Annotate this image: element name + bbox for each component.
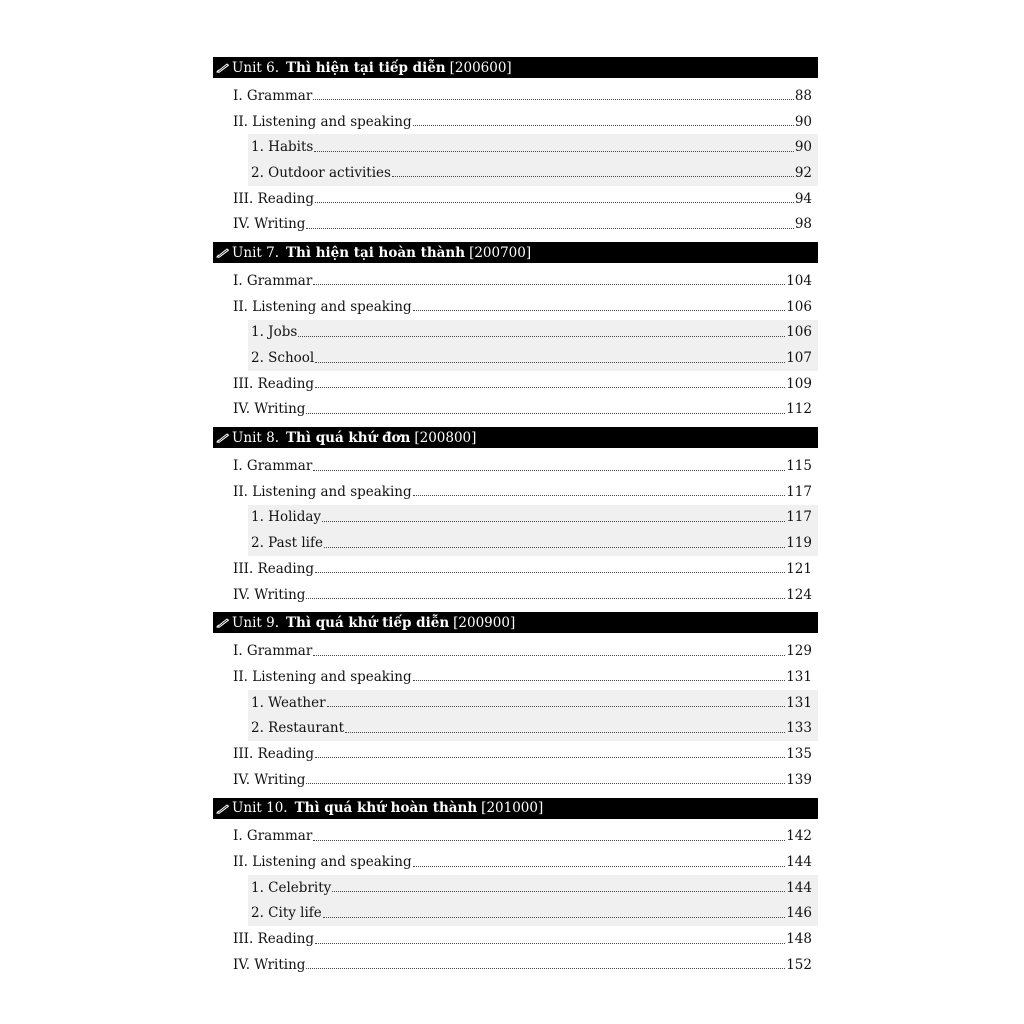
section-label: IV. Writing	[233, 956, 306, 973]
section-label: I. Grammar	[233, 272, 313, 289]
dot-leader	[315, 202, 794, 203]
table-of-contents	[213, 57, 818, 983]
toc-section-row	[213, 926, 818, 952]
section-label: 1. Holiday	[251, 509, 322, 526]
page-number: 119	[786, 535, 812, 552]
dot-leader	[313, 284, 785, 285]
unit-label: Unit 8.	[232, 429, 279, 446]
pen-nib-icon	[213, 247, 232, 258]
page-number: 112	[786, 401, 812, 418]
dot-leader	[315, 362, 785, 363]
dot-leader	[315, 572, 785, 573]
section-label: I. Grammar	[233, 458, 313, 475]
page-number: 90	[794, 113, 812, 130]
dot-leader	[306, 598, 785, 599]
unit-block	[213, 57, 818, 237]
dot-leader	[306, 968, 785, 969]
dot-leader	[306, 228, 793, 229]
section-label: IV. Writing	[233, 216, 306, 233]
page-number: 144	[786, 854, 812, 871]
section-label: IV. Writing	[233, 771, 306, 788]
pen-nib-icon	[213, 617, 232, 628]
unit-header	[213, 612, 818, 633]
section-label: 1. Habits	[251, 139, 314, 156]
section-label: 1. Weather	[251, 694, 326, 711]
unit-code: [201000]	[481, 800, 544, 816]
page-number: 144	[786, 879, 812, 896]
unit-header	[213, 242, 818, 263]
section-label: II. Listening and speaking	[233, 113, 412, 130]
dot-leader	[306, 413, 785, 414]
pen-nib-icon	[213, 62, 232, 73]
toc-subsection-row	[248, 530, 818, 556]
page-number: 148	[786, 931, 812, 948]
page-number: 88	[794, 87, 812, 104]
dot-leader	[315, 943, 785, 944]
section-label: III. Reading	[233, 931, 315, 948]
unit-title: Thì hiện tại tiếp diễn	[286, 59, 446, 76]
section-label: III. Reading	[233, 745, 315, 762]
unit-block	[213, 798, 818, 978]
page-number: 135	[786, 745, 812, 762]
page-number: 152	[786, 956, 812, 973]
unit-title: Thì quá khứ tiếp diễn	[286, 614, 450, 631]
dot-leader	[327, 706, 786, 707]
page-number: 133	[786, 720, 812, 737]
section-label: 2. City life	[251, 905, 322, 922]
dot-leader	[313, 655, 785, 656]
toc-section-row	[213, 294, 818, 320]
toc-section-row	[213, 824, 818, 850]
section-label: I. Grammar	[233, 643, 313, 660]
toc-section-row	[213, 453, 818, 479]
toc-subsection-row	[248, 901, 818, 927]
toc-section-row	[213, 211, 818, 237]
section-label: 2. Past life	[251, 535, 323, 552]
unit-title: Thì quá khứ đơn	[286, 429, 411, 446]
toc-section-row	[213, 83, 818, 109]
toc-subsection-row	[248, 320, 818, 346]
toc-section-row	[213, 479, 818, 505]
toc-section-row	[213, 664, 818, 690]
section-label: IV. Writing	[233, 586, 306, 603]
page-number: 94	[794, 190, 812, 207]
page-number: 109	[786, 375, 812, 392]
section-label: II. Listening and speaking	[233, 854, 412, 871]
section-label: III. Reading	[233, 190, 315, 207]
toc-subsection-row	[248, 715, 818, 741]
page-number: 139	[786, 771, 812, 788]
toc-subsection-row	[248, 160, 818, 186]
dot-leader	[413, 310, 786, 311]
unit-block	[213, 427, 818, 607]
page-number: 131	[786, 694, 812, 711]
dot-leader	[298, 336, 785, 337]
toc-section-row	[213, 952, 818, 978]
dot-leader	[322, 521, 785, 522]
page-number: 117	[786, 509, 812, 526]
dot-leader	[315, 757, 785, 758]
unit-block	[213, 612, 818, 792]
section-label: IV. Writing	[233, 401, 306, 418]
dot-leader	[314, 151, 794, 152]
unit-title: Thì hiện tại hoàn thành	[286, 244, 466, 261]
dot-leader	[413, 866, 786, 867]
page-number: 124	[786, 586, 812, 603]
dot-leader	[324, 547, 785, 548]
section-label: 1. Jobs	[251, 324, 298, 341]
section-label: III. Reading	[233, 375, 315, 392]
unit-header	[213, 798, 818, 819]
toc-section-row	[213, 186, 818, 212]
section-label: I. Grammar	[233, 87, 313, 104]
page-number: 142	[786, 828, 812, 845]
section-label: 2. School	[251, 350, 315, 367]
dot-leader	[313, 99, 794, 100]
page-number: 92	[794, 164, 812, 181]
section-label: II. Listening and speaking	[233, 668, 412, 685]
page-number: 106	[786, 324, 812, 341]
toc-section-row	[213, 371, 818, 397]
page-number: 121	[786, 560, 812, 577]
section-label: 2. Outdoor activities	[251, 164, 391, 181]
unit-code: [200600]	[449, 59, 512, 76]
dot-leader	[323, 917, 785, 918]
unit-block	[213, 242, 818, 422]
dot-leader	[313, 470, 785, 471]
dot-leader	[345, 732, 785, 733]
page-number: 115	[786, 458, 812, 475]
pen-nib-icon	[213, 432, 232, 443]
dot-leader	[315, 387, 785, 388]
dot-leader	[392, 176, 794, 177]
section-label: III. Reading	[233, 560, 315, 577]
unit-label: Unit 10.	[232, 800, 288, 816]
unit-header	[213, 427, 818, 448]
section-label: II. Listening and speaking	[233, 483, 412, 500]
page-number: 117	[786, 483, 812, 500]
dot-leader	[413, 495, 786, 496]
section-label: II. Listening and speaking	[233, 298, 412, 315]
toc-section-row	[213, 109, 818, 135]
dot-leader	[306, 783, 785, 784]
toc-section-row	[213, 268, 818, 294]
toc-section-row	[213, 638, 818, 664]
pen-nib-icon	[213, 803, 232, 814]
toc-section-row	[213, 556, 818, 582]
page-number: 106	[786, 298, 812, 315]
page-number: 98	[794, 216, 812, 233]
unit-label: Unit 6.	[232, 59, 279, 76]
toc-subsection-row	[248, 690, 818, 716]
page-number: 146	[786, 905, 812, 922]
unit-code: [200900]	[453, 614, 516, 631]
toc-section-row	[213, 767, 818, 793]
unit-label: Unit 9.	[232, 614, 279, 631]
toc-subsection-row	[248, 505, 818, 531]
page-number: 131	[786, 668, 812, 685]
toc-subsection-row	[248, 875, 818, 901]
toc-subsection-row	[248, 345, 818, 371]
page-number: 104	[786, 272, 812, 289]
dot-leader	[332, 891, 785, 892]
toc-section-row	[213, 397, 818, 423]
unit-title: Thì quá khứ hoàn thành	[294, 800, 478, 816]
unit-label: Unit 7.	[232, 244, 279, 261]
page-number: 129	[786, 643, 812, 660]
unit-header	[213, 57, 818, 78]
section-label: I. Grammar	[233, 828, 313, 845]
dot-leader	[413, 680, 786, 681]
toc-subsection-row	[248, 134, 818, 160]
dot-leader	[413, 125, 794, 126]
page-number: 90	[794, 139, 812, 156]
dot-leader	[313, 840, 785, 841]
section-label: 1. Celebrity	[251, 879, 332, 896]
unit-code: [200800]	[414, 429, 477, 446]
unit-code: [200700]	[469, 244, 532, 261]
page-number: 107	[786, 350, 812, 367]
toc-section-row	[213, 582, 818, 608]
toc-section-row	[213, 741, 818, 767]
section-label: 2. Restaurant	[251, 720, 345, 737]
toc-section-row	[213, 849, 818, 875]
